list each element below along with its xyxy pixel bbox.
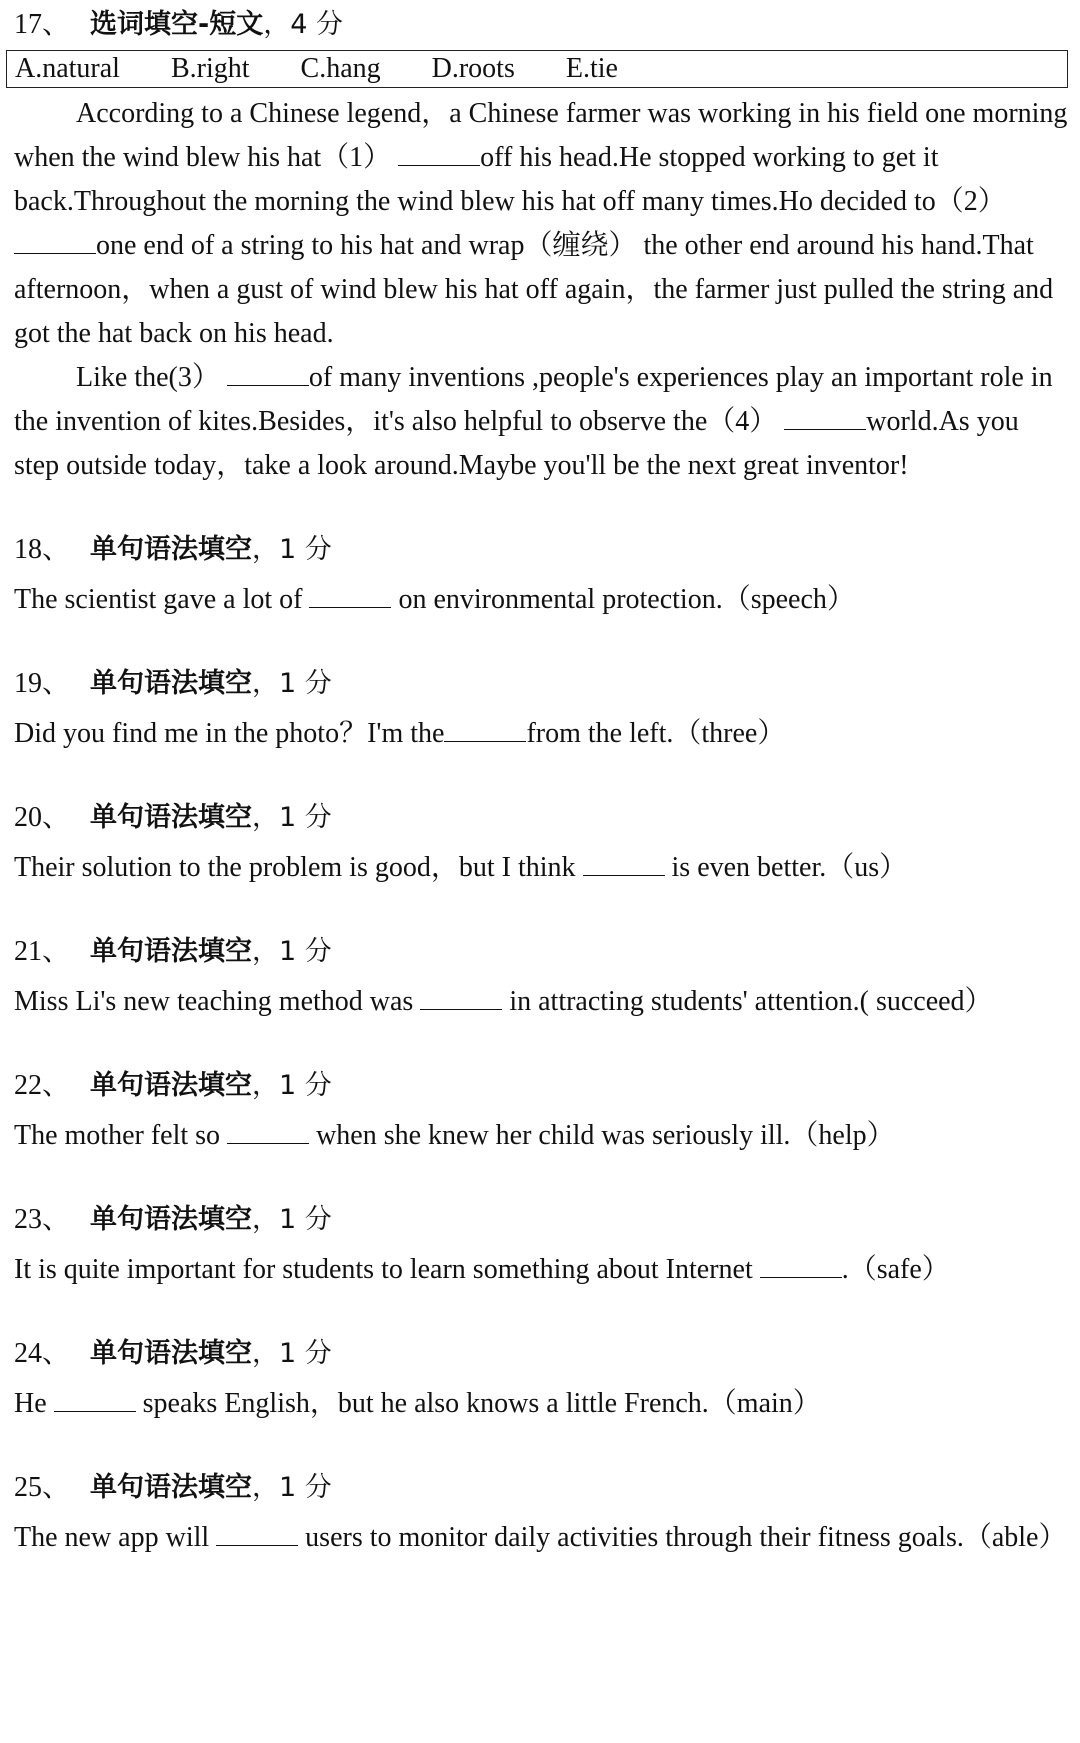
sentence-text: It is quite important for students to learn something about Internet — [14, 1254, 760, 1285]
question-number: 22、 — [14, 1070, 71, 1101]
passage-text: off his head.He stopped working to get it back.Throughout the morning the wind blew his hat off many times.Ho decided to（2） — [14, 142, 1006, 217]
passage-text: one end of a string to his hat and wrap（缠绕） the other end around his hand.That afternoon，when a gust of wind blew his hat off again，the farmer just pulled the string and got the hat back on his head. — [14, 230, 1054, 349]
sentence-text: The mother felt so — [14, 1120, 228, 1151]
question-18 — [14, 522, 1068, 622]
option-d: D.roots — [431, 53, 515, 84]
sentence-text: is even better.（us） — [664, 852, 908, 883]
question-header — [14, 656, 1068, 712]
question-20 — [14, 790, 1068, 890]
question-sentence — [14, 578, 1068, 622]
question-type: 单句语法填空 — [90, 1472, 252, 1503]
sentence-text: on environmental protection.（speech） — [391, 584, 855, 615]
question-type: 单句语法填空 — [90, 1338, 252, 1369]
question-25 — [14, 1460, 1068, 1560]
question-number: 21、 — [14, 936, 71, 967]
answer-blank[interactable] — [227, 1117, 309, 1144]
sentence-text: in attracting students' attention.( succeed） — [502, 986, 993, 1017]
answer-blank[interactable] — [54, 1385, 136, 1412]
answer-blank[interactable] — [583, 849, 665, 876]
question-header — [14, 0, 1068, 50]
question-header — [14, 1192, 1068, 1248]
passage-text: According to a Chinese legend，a Chinese farmer was working in his field one morning when the wind blew his hat（1） — [14, 98, 1068, 173]
question-sentence — [14, 1382, 1068, 1426]
question-header — [14, 1460, 1068, 1516]
passage-paragraph-2 — [14, 356, 1068, 488]
passage — [14, 92, 1068, 488]
option-b: B.right — [170, 53, 250, 84]
sentence-text: The scientist gave a lot of — [14, 584, 310, 615]
question-sentence — [14, 1516, 1068, 1560]
blank-2[interactable] — [14, 227, 96, 254]
question-score: ，1 分 — [252, 534, 332, 565]
question-sentence — [14, 1248, 1068, 1292]
question-score: ，1 分 — [252, 802, 332, 833]
question-type: 单句语法填空 — [90, 1204, 252, 1235]
passage-text: Like the(3） — [76, 362, 220, 393]
question-number: 17、 — [14, 9, 71, 40]
question-type: 单句语法填空 — [90, 534, 252, 565]
blank-3[interactable] — [227, 359, 309, 386]
question-number: 20、 — [14, 802, 71, 833]
question-score: ，1 分 — [252, 1472, 332, 1503]
question-header — [14, 924, 1068, 980]
question-number: 18、 — [14, 534, 71, 565]
question-header — [14, 1326, 1068, 1382]
sentence-text: speaks English，but he also knows a little French.（main） — [135, 1388, 821, 1419]
question-score: ，1 分 — [252, 1338, 332, 1369]
question-type: 单句语法填空 — [90, 802, 252, 833]
question-sentence — [14, 846, 1068, 890]
question-23 — [14, 1192, 1068, 1292]
word-options-box — [6, 50, 1068, 88]
option-a: A.natural — [15, 53, 120, 84]
answer-blank[interactable] — [420, 983, 502, 1010]
question-number: 25、 — [14, 1472, 71, 1503]
sentence-text: He — [14, 1388, 54, 1419]
sentence-text: The new app will — [14, 1522, 217, 1553]
question-score: ，1 分 — [252, 668, 332, 699]
passage-text: world.As you step outside today，take a look around.Maybe you'll be the next great inventor! — [14, 406, 1019, 481]
question-type: 单句语法填空 — [90, 1070, 252, 1101]
question-sentence — [14, 712, 1068, 756]
sentence-text: .（safe） — [841, 1254, 950, 1285]
question-type: 选词填空-短文 — [90, 9, 264, 40]
question-sentence — [14, 1114, 1068, 1158]
question-type: 单句语法填空 — [90, 668, 252, 699]
question-sentence — [14, 980, 1068, 1024]
sentence-text: Did you find me in the photo？I'm the — [14, 718, 445, 749]
question-score: ，1 分 — [252, 1070, 332, 1101]
blank-4[interactable] — [784, 403, 866, 430]
answer-blank[interactable] — [444, 715, 526, 742]
answer-blank[interactable] — [216, 1519, 298, 1546]
question-17 — [14, 0, 1068, 488]
passage-text: of many inventions ,people's experiences play an important role in the invention of kites.Besides，it's also helpful to observe the（4） — [14, 362, 1053, 437]
question-score: ，4 分 — [263, 9, 343, 40]
question-24 — [14, 1326, 1068, 1426]
sentence-text: Miss Li's new teaching method was — [14, 986, 421, 1017]
passage-paragraph-1 — [14, 92, 1068, 356]
question-header — [14, 1058, 1068, 1114]
question-19 — [14, 656, 1068, 756]
exam-page — [14, 0, 1068, 1560]
question-score: ，1 分 — [252, 1204, 332, 1235]
question-number: 23、 — [14, 1204, 71, 1235]
sentence-text: from the left.（three） — [526, 718, 786, 749]
question-header — [14, 790, 1068, 846]
answer-blank[interactable] — [309, 581, 391, 608]
sentence-text: when she knew her child was seriously ill.（help） — [309, 1120, 895, 1151]
question-21 — [14, 924, 1068, 1024]
option-c: C.hang — [300, 53, 381, 84]
blank-1[interactable] — [398, 139, 480, 166]
question-type: 单句语法填空 — [90, 936, 252, 967]
question-header — [14, 522, 1068, 578]
question-number: 24、 — [14, 1338, 71, 1369]
sentence-text: Their solution to the problem is good，but I think — [14, 852, 583, 883]
question-number: 19、 — [14, 668, 71, 699]
option-e: E.tie — [565, 53, 618, 84]
answer-blank[interactable] — [760, 1251, 842, 1278]
question-22 — [14, 1058, 1068, 1158]
question-score: ，1 分 — [252, 936, 332, 967]
sentence-text: users to monitor daily activities through their fitness goals.（able） — [298, 1522, 1067, 1553]
